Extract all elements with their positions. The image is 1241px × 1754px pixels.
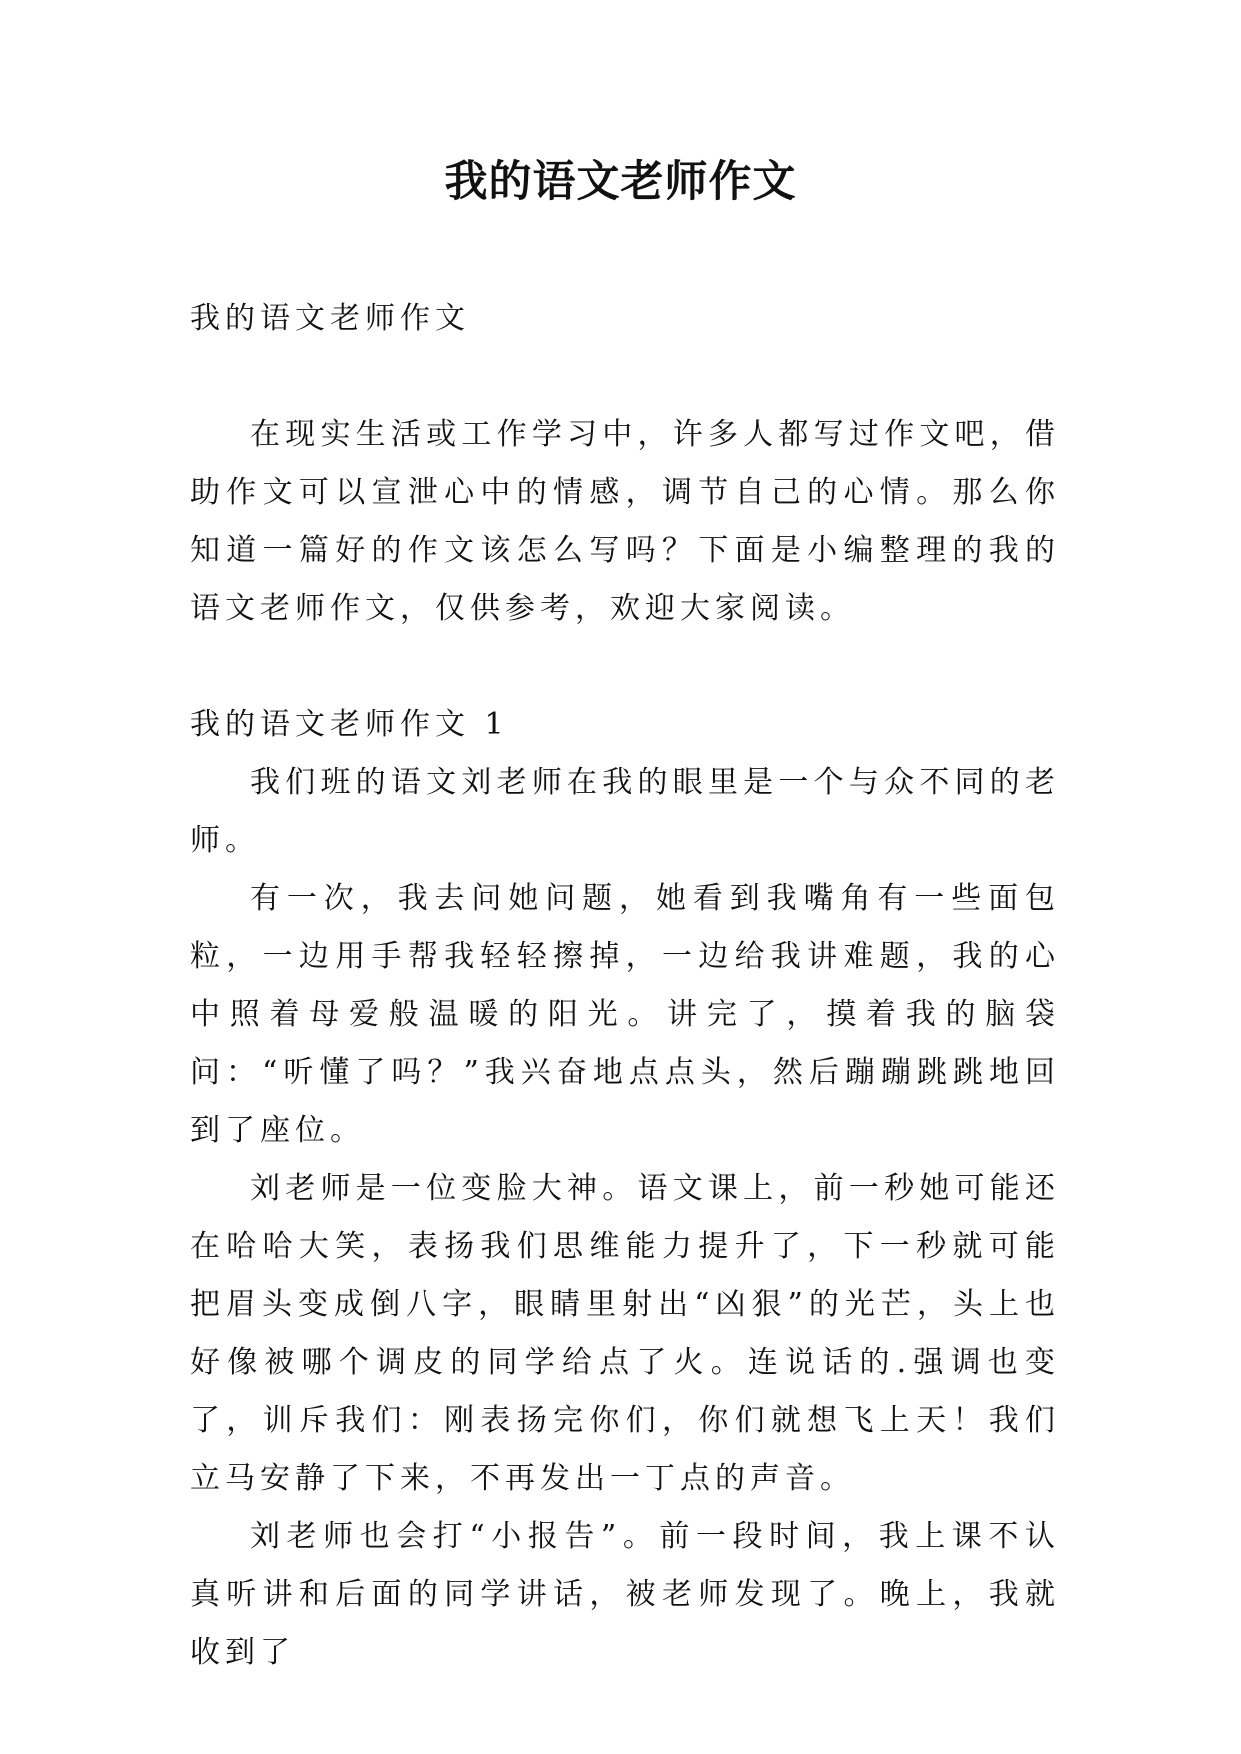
section-heading: 我的语文老师作文 1 <box>190 707 509 742</box>
document-body <box>190 290 1060 1682</box>
body-paragraph: 有一次，我去问她问题，她看到我嘴角有一些面包粒，一边用手帮我轻轻擦掉，一边给我讲难题，我的心中照着母爱般温暖的阳光。讲完了，摸着我的脑袋问：“听懂了吗？”我兴奋地点点头，然后蹦蹦跳跳地回到了座位。 <box>190 881 1060 1148</box>
document-title: 我的语文老师作文 <box>444 157 797 207</box>
body-paragraph: 刘老师是一位变脸大神。语文课上，前一秒她可能还在哈哈大笑，表扬我们思维能力提升了，下一秒就可能把眉头变成倒八字，眼睛里射出“凶狠”的光芒，头上也好像被哪个调皮的同学给点了火。连说话的.强调也变了，训斥我们：刚表扬完你们，你们就想飞上天！我们立马安静了下来，不再发出一丁点的声音。 <box>190 1171 1060 1496</box>
document-subtitle: 我的语文老师作文 <box>190 301 470 336</box>
body-paragraph: 我们班的语文刘老师在我的眼里是一个与众不同的老师。 <box>190 765 1060 858</box>
intro-paragraph: 在现实生活或工作学习中，许多人都写过作文吧，借助作文可以宣泄心中的情感，调节自己的心情。那么你知道一篇好的作文该怎么写吗？下面是小编整理的我的语文老师作文，仅供参考，欢迎大家阅读。 <box>190 417 1060 626</box>
body-paragraph: 刘老师也会打“小报告”。前一段时间，我上课不认真听讲和后面的同学讲话，被老师发现了。晚上，我就收到了 <box>190 1519 1060 1670</box>
